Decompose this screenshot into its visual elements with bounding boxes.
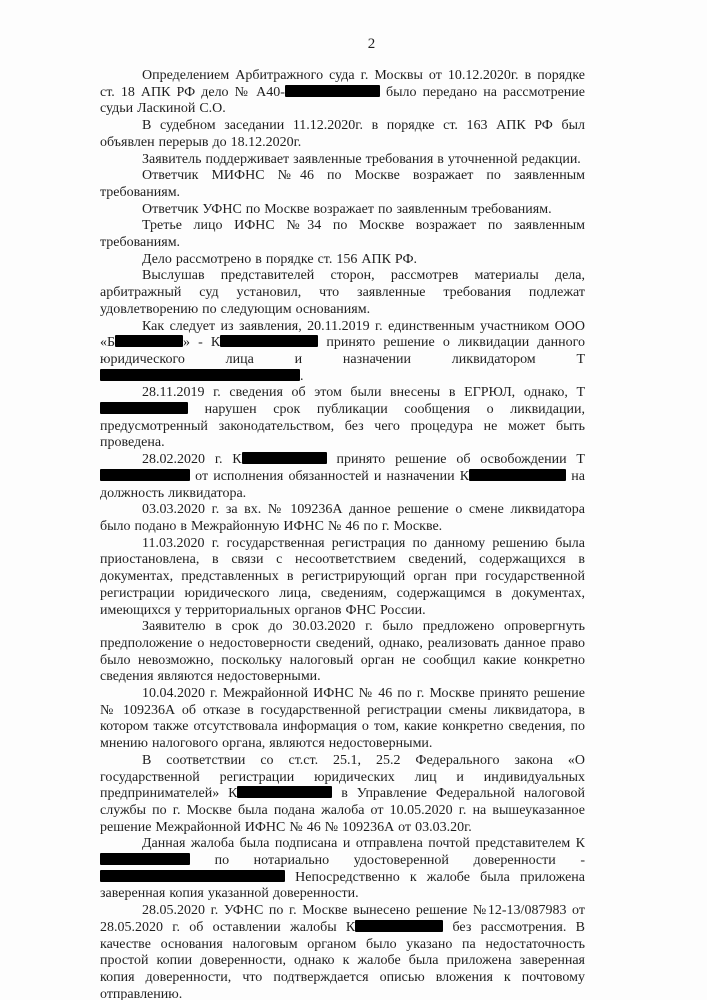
redaction-bar [237, 786, 332, 798]
text-run: Определением Арбитражного суда г. Москвы от 10.12.2020г. в порядке ст. 18 АПК РФ дело № А40- [100, 68, 585, 100]
paragraph [100, 268, 585, 318]
text-run: от исполнения обязанностей и назначении К [190, 468, 470, 484]
document-body [100, 68, 585, 1000]
text-run: без рассмотрения. В качестве основания налоговым органом было указано па недостаточность простой копии доверенности, однако к жалобе была приложена заверенная копия доверенности, что подтверждается описью вложения к почтовому отправлению. [100, 919, 585, 1000]
text-run: 28.02.2020 г. К [142, 452, 242, 468]
text-run: Заявитель поддерживает заявленные требования в уточненной редакции. [142, 151, 581, 167]
text-run: Как следует из заявления, 20.11.2019 г. единственным участником ООО «Б [100, 318, 585, 351]
page-number: 2 [367, 36, 376, 52]
text-run: » - К [183, 335, 221, 351]
redaction-bar [100, 402, 188, 414]
paragraph [100, 502, 585, 535]
text-run: по нотариально удостоверенной доверенности - [190, 853, 585, 869]
paragraph [100, 903, 585, 1000]
paragraph [100, 202, 585, 219]
redaction-bar [100, 469, 190, 481]
text-run: было передано на рассмотрение судьи Ласкиной С.О. [100, 84, 585, 117]
redaction-bar [242, 452, 327, 464]
paragraph [100, 753, 585, 837]
text-run: Ответчик УФНС по Москве возражает по заявленным требованиям. [142, 201, 552, 217]
paragraph [100, 319, 585, 386]
paragraph [100, 686, 585, 753]
redaction-bar [115, 335, 183, 347]
paragraph [100, 218, 585, 251]
redaction-bar [355, 920, 443, 932]
paragraph [100, 168, 585, 201]
paragraph [100, 152, 585, 169]
text-run: 03.03.2020 г. за вх. № 109236А данное решение о смене ликвидатора было подано в Межрайонную ИФНС № 46 по г. Москве. [100, 502, 585, 534]
paragraph [100, 452, 585, 502]
text-run: принято решение о ликвидации данного юридического лица и назначении ликвидатором Т [100, 335, 586, 367]
paragraph [100, 118, 585, 151]
text-run: Заявителю в срок до 30.03.2020 г. было предложено опровергнуть предположение о недостоверности сведений, однако, реализовать данное право было невозможно, поскольку налоговый орган не сообщил какие конкретно сведения являются недостоверными. [100, 619, 585, 685]
text-run: принято решение об освобождении Т [326, 452, 585, 468]
text-run: В судебном заседании 11.12.2020г. в порядке ст. 163 АПК РФ был объявлен перерыв до 18.12.2020г. [100, 118, 585, 150]
redaction-bar [100, 870, 285, 882]
redaction-bar [100, 369, 300, 381]
text-run: 28.05.2020 г. УФНС по г. Москве вынесено решение №12-13/087983 от 28.05.2020 г. об оставлении жалобы К [100, 903, 585, 935]
text-run: . [300, 368, 304, 384]
text-run: Непосредственно к жалобе была приложена заверенная копия указанной доверенности. [100, 869, 585, 902]
redaction-bar [469, 469, 566, 481]
paragraph [100, 68, 585, 118]
text-run: Ответчик МИФНС №46 по Москве возражает по заявленным требованиям. [100, 168, 585, 200]
redaction-bar [100, 853, 190, 865]
redaction-bar [285, 85, 380, 97]
text-run: 10.04.2020 г. Межрайонной ИФНС № 46 по г. Москве принято решение № 109236А об отказе в государственной регистрации смены ликвидатора, в котором также отсутствовала информация о том, какие конкретно сведения, по мнению налогового органа, являются недостоверными. [100, 686, 585, 752]
text-run: нарушен срок публикации сообщения о ликвидации, предусмотренный законодательством, без чего процедура не может быть проведена. [100, 402, 585, 451]
text-run: Третье лицо ИФНС №34 по Москве возражает по заявленным требованиям. [100, 218, 585, 251]
redaction-bar [220, 335, 318, 347]
paragraph [100, 385, 585, 452]
paragraph [100, 536, 585, 620]
text-run: Дело рассмотрено в порядке ст. 156 АПК РФ. [142, 251, 418, 267]
paragraph [100, 619, 585, 686]
text-run: Выслушав представителей сторон, рассмотрев материалы дела, арбитражный суд установил, что заявленные требования подлежат удовлетворению по следующим основаниям. [100, 268, 585, 317]
text-run: Данная жалоба была подписана и отправлена почтой представителем К [142, 836, 585, 852]
paragraph [100, 836, 585, 903]
text-run: 11.03.2020 г. государственная регистрация по данному решению была приостановлена, в связи с несоответствием сведений, содержащихся в документах, представленных в регистрирующий орган при государственной регистрации юридического лица, сведениям, содержащимся в документах, имеющихся у территориальных органов ФНС России. [100, 535, 585, 618]
text-run: В соответствии со ст.ст. 25.1, 25.2 Федерального закона «О государственной регистрации юридических лиц и индивидуальных предпринимателей» К [100, 752, 585, 802]
text-run: 28.11.2019 г. сведения об этом были внесены в ЕГРЮЛ, однако, Т [142, 385, 585, 401]
text-run: в Управление Федеральной налоговой службы по г. Москве была подана жалоба от 10.05.2020 г. на вышеуказанное решение Межрайонной ИФНС № 46 № 109236А от 03.03.20г. [100, 786, 585, 835]
paragraph [100, 252, 585, 269]
text-run: на должность ликвидатора. [100, 468, 585, 501]
